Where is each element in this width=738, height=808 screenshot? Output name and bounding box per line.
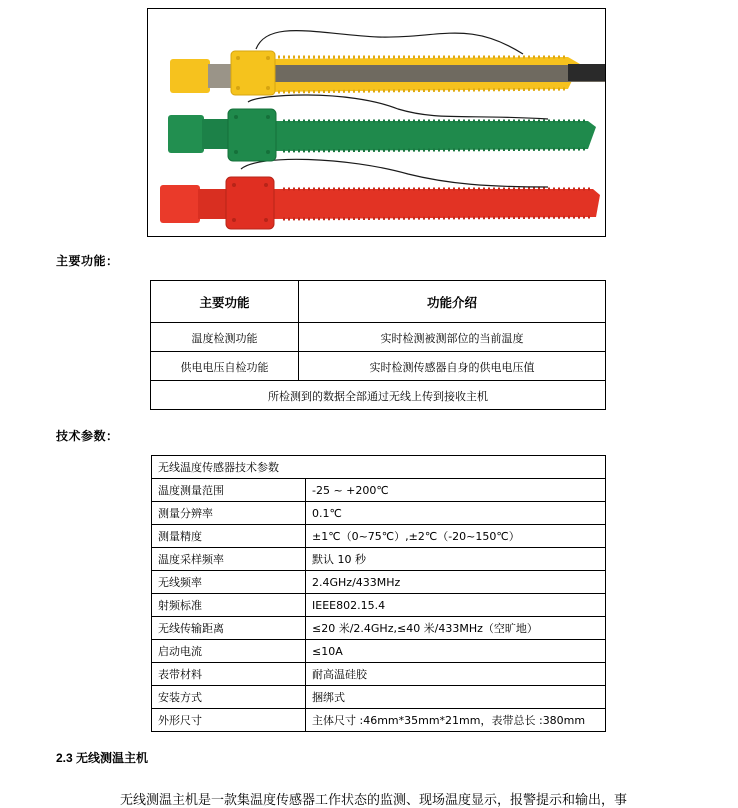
table-row xyxy=(152,571,606,594)
main-functions-table xyxy=(150,280,606,410)
tech-params-heading: 技术参数： xyxy=(56,429,119,443)
param-value: -25 ~ +200℃ xyxy=(306,479,606,502)
param-value: 耐高温硅胶 xyxy=(306,663,606,686)
function-desc-cell: 实时检测传感器自身的供电电压值 xyxy=(299,352,606,381)
param-name: 温度测量范围 xyxy=(152,479,306,502)
table-row xyxy=(152,640,606,663)
section-title: 2.3 无线测温主机 xyxy=(56,751,149,765)
param-name: 表带材料 xyxy=(152,663,306,686)
param-name: 无线频率 xyxy=(152,571,306,594)
table-row xyxy=(152,686,606,709)
table-row xyxy=(151,352,606,381)
table-row xyxy=(152,594,606,617)
column-header: 主要功能 xyxy=(151,281,299,323)
param-name: 安装方式 xyxy=(152,686,306,709)
table-row xyxy=(152,502,606,525)
sensor-straps-illustration xyxy=(148,9,605,236)
product-photo xyxy=(147,8,606,237)
param-value: ±1℃（0~75℃）,±2℃（-20~150℃） xyxy=(306,525,606,548)
table-header-row xyxy=(151,281,606,323)
table-title-cell: 无线温度传感器技术参数 xyxy=(152,456,606,479)
table-row xyxy=(151,323,606,352)
column-header: 功能介绍 xyxy=(299,281,606,323)
function-name-cell: 供电电压自检功能 xyxy=(151,352,299,381)
param-value: ≤10A xyxy=(306,640,606,663)
red-strap xyxy=(160,177,600,229)
param-value: IEEE802.15.4 xyxy=(306,594,606,617)
table-row xyxy=(152,548,606,571)
table-row xyxy=(152,525,606,548)
param-value: 主体尺寸 :46mm*35mm*21mm，表带总长 :380mm xyxy=(306,709,606,732)
table-title-row xyxy=(152,456,606,479)
param-value: 2.4GHz/433MHz xyxy=(306,571,606,594)
param-value: ≤20 米/2.4GHz,≤40 米/433MHz（空旷地） xyxy=(306,617,606,640)
table-row xyxy=(152,617,606,640)
param-name: 温度采样频率 xyxy=(152,548,306,571)
param-value: 默认 10 秒 xyxy=(306,548,606,571)
function-desc-cell: 实时检测被测部位的当前温度 xyxy=(299,323,606,352)
param-name: 无线传输距离 xyxy=(152,617,306,640)
green-strap xyxy=(168,109,596,161)
footer-note-cell: 所检测到的数据全部通过无线上传到接收主机 xyxy=(151,381,606,410)
function-name-cell: 温度检测功能 xyxy=(151,323,299,352)
param-name: 测量精度 xyxy=(152,525,306,548)
section-paragraph: 无线测温主机是一款集温度传感器工作状态的监测、现场温度显示，报警提示和输出，事 xyxy=(120,793,628,808)
param-name: 射频标准 xyxy=(152,594,306,617)
table-row xyxy=(152,663,606,686)
param-value: 0.1℃ xyxy=(306,502,606,525)
tech-params-table xyxy=(151,455,606,732)
param-name: 启动电流 xyxy=(152,640,306,663)
param-name: 外形尺寸 xyxy=(152,709,306,732)
table-footer-row xyxy=(151,381,606,410)
table-row xyxy=(152,479,606,502)
param-name: 测量分辨率 xyxy=(152,502,306,525)
main-functions-heading: 主要功能： xyxy=(56,254,119,268)
yellow-strap xyxy=(170,51,605,95)
param-value: 捆绑式 xyxy=(306,686,606,709)
table-row xyxy=(152,709,606,732)
